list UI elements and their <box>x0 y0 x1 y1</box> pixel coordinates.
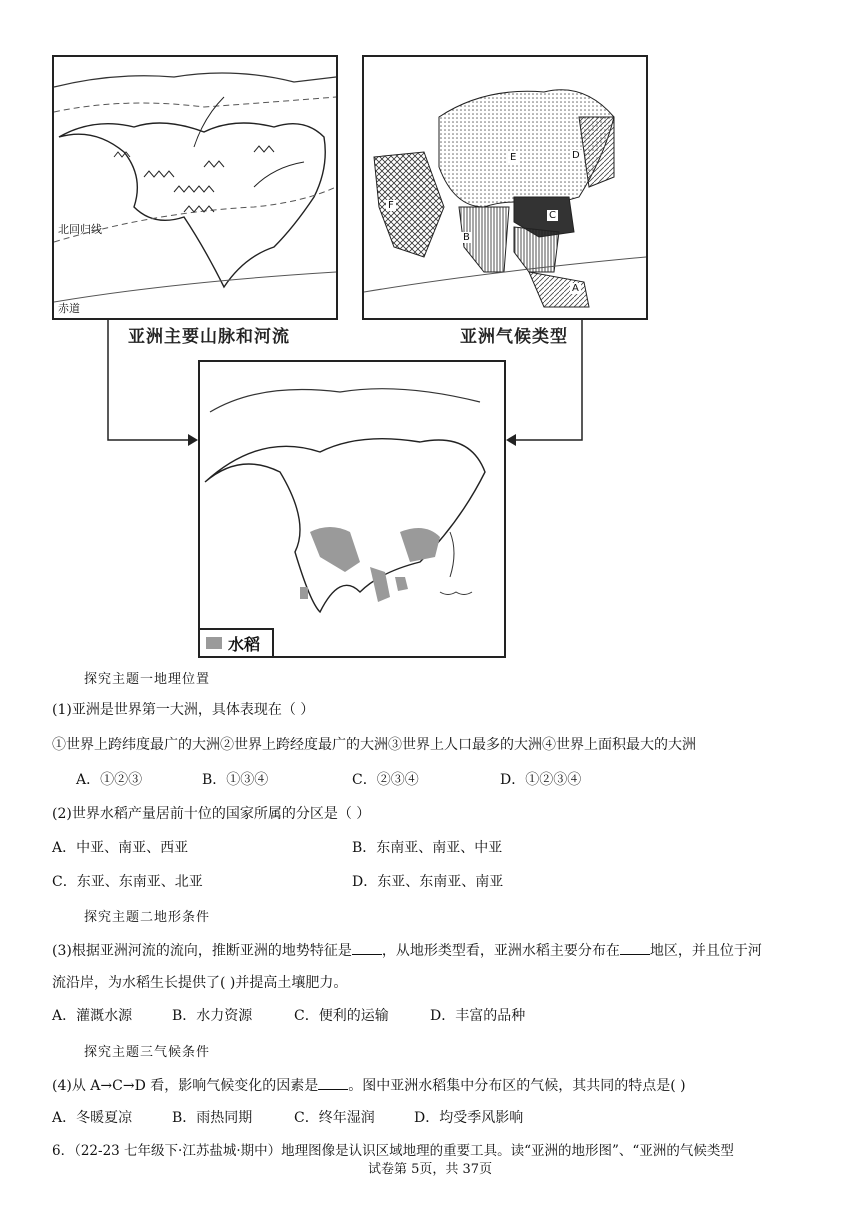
q4-option-a[interactable]: A．冬暖夏凉 <box>52 1110 133 1126</box>
q1-stem: (1)亚洲是世界第一大洲，具体表现在（ ） <box>52 702 315 718</box>
q2-option-d[interactable]: D．东亚、东南亚、南亚 <box>352 874 504 890</box>
q1-option-c[interactable]: C．②③④ <box>352 772 419 788</box>
q4-option-d[interactable]: D．均受季风影响 <box>414 1110 524 1126</box>
q3-stem-line2: 流沿岸，为水稻生长提供了( )并提高土壤肥力。 <box>52 975 348 991</box>
rice-distribution-map <box>198 360 506 658</box>
q1-option-b[interactable]: B．①③④ <box>202 772 269 788</box>
q3-part2: ，从地形类型看，亚洲水稻主要分布在 <box>381 943 620 959</box>
q4-blank[interactable] <box>318 1075 348 1090</box>
topic-1-heading: 探究主题一地理位置 <box>84 672 211 687</box>
climate-label-b: B <box>463 232 470 243</box>
topic-3-heading: 探究主题三气候条件 <box>84 1045 211 1060</box>
climate-label-c: C <box>549 210 556 221</box>
rice-distribution-drawing <box>200 362 504 656</box>
q3-part1: (3)根据亚洲河流的流向，推断亚洲的地势特征是 <box>52 943 352 959</box>
equator-label: 赤道 <box>58 302 80 315</box>
q3-option-d[interactable]: D．丰富的品种 <box>430 1008 526 1024</box>
q2-stem: (2)世界水稻产量居前十位的国家所属的分区是（ ） <box>52 806 371 822</box>
mountains-rivers-caption: 亚洲主要山脉和河流 <box>128 327 290 347</box>
climate-label-f: F <box>388 200 394 211</box>
q3-blank-1[interactable] <box>352 940 382 955</box>
q3-option-c[interactable]: C．便利的运输 <box>294 1008 389 1024</box>
rice-legend-label: 水稻 <box>228 634 261 654</box>
q2-option-c[interactable]: C．东亚、东南亚、北亚 <box>52 874 203 890</box>
q1-statements: ①世界上跨纬度最广的大洲②世界上跨经度最广的大洲③世界上人口最多的大洲④世界上面积最大的大洲 <box>52 737 696 753</box>
q3-option-b[interactable]: B．水力资源 <box>172 1008 253 1024</box>
tropic-of-cancer-label: 北回归线 <box>58 223 102 236</box>
rice-legend <box>200 628 274 656</box>
q2-option-b[interactable]: B．东南亚、南亚、中亚 <box>352 840 503 856</box>
page-footer: 试卷第 5页，共 37页 <box>368 1162 493 1177</box>
q4-stem <box>52 1075 686 1096</box>
q1-option-d[interactable]: D．①②③④ <box>500 772 582 788</box>
q3-stem-line1 <box>52 940 762 961</box>
q4-part2: 。图中亚洲水稻集中分布区的气候，其共同的特点是( ) <box>348 1078 686 1094</box>
q4-part1: (4)从 A→C→D 看，影响气候变化的因素是 <box>52 1078 319 1094</box>
q2-option-a[interactable]: A．中亚、南亚、西亚 <box>52 840 189 856</box>
question-6-intro: 6．（22-23 七年级下·江苏盐城·期中）地理图像是认识区域地理的重要工具。读“亚洲的地形图”、“亚洲的气候类型 <box>52 1143 734 1159</box>
climate-label-a: A <box>572 283 579 294</box>
q3-part3: 地区，并且位于河 <box>649 943 762 959</box>
topic-2-heading: 探究主题二地形条件 <box>84 910 211 925</box>
climate-label-e: E <box>510 152 517 163</box>
q1-option-a[interactable]: A．①②③ <box>76 772 143 788</box>
q4-option-b[interactable]: B．雨热同期 <box>172 1110 253 1126</box>
climate-label-d: D <box>572 150 580 161</box>
rice-legend-swatch <box>206 637 222 649</box>
q3-option-a[interactable]: A．灌溉水源 <box>52 1008 133 1024</box>
q4-option-c[interactable]: C．终年湿润 <box>294 1110 375 1126</box>
q3-blank-2[interactable] <box>620 940 650 955</box>
climate-types-caption: 亚洲气候类型 <box>460 327 568 347</box>
